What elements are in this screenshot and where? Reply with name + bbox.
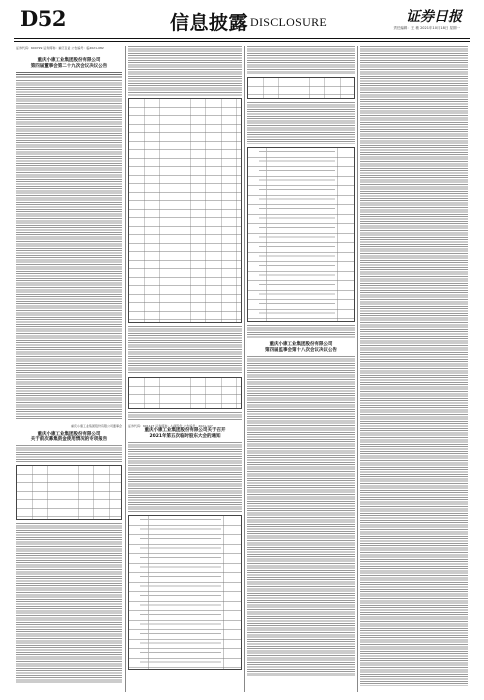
body-text bbox=[16, 80, 122, 420]
masthead-rule-thin bbox=[14, 41, 470, 42]
body-text bbox=[128, 46, 242, 96]
masthead bbox=[14, 6, 470, 36]
proxy-voting-table bbox=[247, 147, 355, 322]
signature: 重庆小康工业集团股份有限公司董事会 bbox=[70, 423, 122, 428]
page-body bbox=[16, 46, 468, 692]
body-text bbox=[360, 46, 468, 686]
announcement-title: 第四届监事会第十八次会议决议公告 bbox=[265, 347, 337, 353]
announcement-title: 2021年第五次临时股东大会的通知 bbox=[149, 433, 221, 439]
announcement-company: 重庆小康工业集团股份有限公司关于召开 bbox=[144, 428, 226, 433]
body-text bbox=[128, 326, 242, 374]
column-3 bbox=[247, 46, 355, 692]
comparison-table bbox=[128, 98, 242, 323]
column-divider bbox=[357, 46, 358, 692]
body-text bbox=[128, 412, 242, 420]
body-text bbox=[247, 325, 355, 339]
body-text bbox=[247, 46, 355, 74]
body-text bbox=[247, 356, 355, 676]
newspaper-logo: 证券日报 bbox=[406, 9, 462, 25]
announcement-code-line: 证券代码：601127 证券简称：小康股份 公告编号：2021-127 bbox=[128, 424, 213, 428]
body-text bbox=[128, 442, 242, 512]
section-title-en: DISCLOSURE bbox=[250, 15, 328, 29]
announcement-company: 重庆小康工业集团股份有限公司 bbox=[269, 342, 333, 347]
summary-table bbox=[128, 377, 242, 409]
column-divider bbox=[244, 46, 245, 692]
fund-usage-table bbox=[16, 465, 122, 520]
announcement-title: 关于前次募集资金使用情况的专项报告 bbox=[30, 437, 108, 443]
column-1 bbox=[16, 46, 122, 692]
masthead-meta: 责任编辑：王 敏 2021年10月18日 星期一 bbox=[393, 26, 460, 30]
body-text bbox=[16, 72, 122, 78]
column-divider bbox=[125, 46, 126, 692]
masthead-rule bbox=[14, 38, 470, 39]
announcement-title: 第四届董事会第二十九次会议决议公告 bbox=[30, 63, 108, 69]
column-2 bbox=[128, 46, 242, 692]
announcement-code-line: 证券代码：600729 证券简称：重庆百货 公告编号：临2021-082 bbox=[16, 46, 104, 50]
announcement-company: 重庆小康工业集团股份有限公司 bbox=[37, 431, 101, 437]
announcement-company: 重庆小康工业集团股份有限公司 bbox=[37, 58, 101, 63]
body-text bbox=[247, 102, 355, 144]
body-text bbox=[16, 445, 122, 463]
body-text bbox=[16, 523, 122, 683]
resolution-table bbox=[128, 515, 242, 670]
section-title: 信息披露 bbox=[170, 12, 249, 34]
page-number: D52 bbox=[20, 6, 66, 31]
column-4 bbox=[360, 46, 468, 692]
meeting-info-table bbox=[247, 77, 355, 99]
